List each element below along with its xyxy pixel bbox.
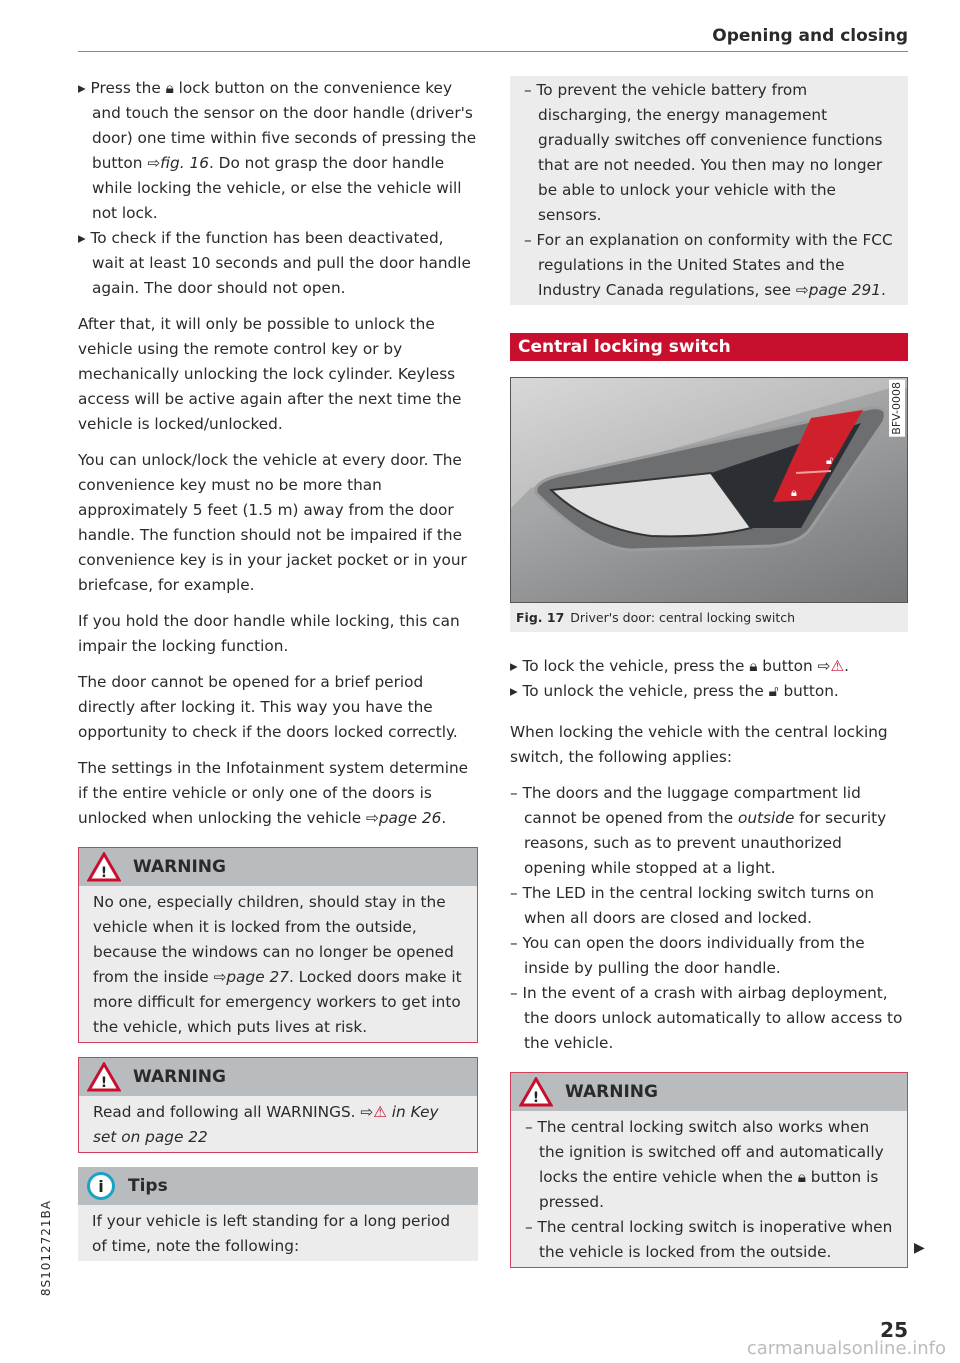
svg-text:!: !: [100, 865, 108, 881]
page-link[interactable]: in Key set on page 22: [93, 1103, 439, 1146]
list-item: – The doors and the luggage compartment lid cannot be opened from the outside for security reasons, such as to prevent unauthorized opening while stopped at a light.: [510, 784, 887, 877]
right-column: [510, 76, 908, 1282]
watermark: carmanualsonline.info: [746, 1338, 946, 1359]
text: button: [757, 657, 818, 675]
figure-id: BFV-0008: [890, 382, 903, 435]
warning-title: WARNING: [133, 856, 226, 877]
notes-box: [510, 76, 908, 305]
svg-text:!: !: [100, 1075, 108, 1091]
text: The doors and the luggage compartment lid cannot be opened from the: [522, 784, 861, 827]
page-link[interactable]: page 27: [226, 968, 289, 986]
paragraph: When locking the vehicle with the central locking switch, the following applies:: [510, 723, 888, 766]
text: The central locking switch also works when the ignition is switched off and automatically locks the entire vehicle when the: [537, 1118, 884, 1186]
section-heading: Central locking switch: [510, 333, 908, 361]
warning-box: ! WARNING Read and following all WARNINGS. ⇨⚠︎ in Key set on page 22: [78, 1057, 478, 1153]
warning-icon: [519, 1077, 553, 1107]
text: Read and following all WARNINGS.: [93, 1103, 361, 1121]
left-column: [78, 76, 478, 1275]
text: . Do not grasp the door handle while locking the vehicle, or else the vehicle will not lock.: [92, 154, 462, 222]
paragraph: The settings in the Infotainment system determine if the entire vehicle or only one of the doors is unlocked when unlocking the vehicle ⇨page 26.: [78, 759, 469, 827]
list-item: – In the event of a crash with airbag deployment, the doors unlock automatically to allow access to the vehicle.: [510, 984, 903, 1052]
warning-small-icon: ⚠︎: [830, 657, 845, 675]
page-number: 25: [880, 1318, 908, 1342]
text: For an explanation on conformity with the FCC regulations in the United States and the Industry Canada regulations, see: [536, 231, 893, 299]
text: Press the: [90, 79, 166, 97]
unlock-icon: 🔓︎: [768, 682, 779, 700]
list-item: – You can open the doors individually from the inside by pulling the door handle.: [510, 934, 865, 977]
text: The LED in the central locking switch turns on when all doors are closed and locked.: [522, 884, 875, 927]
emphasis: outside: [737, 809, 795, 827]
paragraph: After that, it will only be possible to unlock the vehicle using the remote control key or by mechanically unlocking the lock cylinder. Keyless access will be active again after the next time the vehicle is locked/unlocked.: [78, 315, 462, 433]
warning-title: WARNING: [133, 1066, 226, 1087]
figure-door-handle: [510, 377, 908, 603]
bullet-item: ▸ Press the 🔒︎ lock button on the convenience key and touch the sensor on the door handle (driver's door) one time within five seconds of pressing the button ⇨fig. 16. Do not grasp the door handle while locking the vehicle, or else the vehicle will not lock.: [78, 79, 477, 222]
text: To lock the vehicle, press the: [522, 657, 750, 675]
tips-box: [78, 1167, 478, 1261]
page-link[interactable]: page 291: [808, 281, 881, 299]
text: lock button on the convenience key and touch the sensor on the door handle (driver's door) one time within five seconds of pressing the button: [92, 79, 477, 172]
lock-icon: 🔒︎: [797, 1168, 806, 1186]
page-header: [78, 24, 908, 52]
text: The settings in the Infotainment system determine if the entire vehicle or only one of the doors is unlocked when unlocking the vehicle: [78, 759, 469, 827]
note-item: – To prevent the vehicle battery from discharging, the energy management gradually switches off convenience functions that are not needed. You then may no longer be able to unlock your vehicle with the sensors.: [524, 81, 883, 224]
text: To check if the function has been deactivated, wait at least 10 seconds and pull the door handle again. The door should not open.: [90, 229, 471, 297]
warning-item: – The central locking switch also works when the ignition is switched off and automatically locks the entire vehicle when the 🔒︎ button is pressed.: [525, 1118, 884, 1211]
lock-icon: 🔒︎: [165, 79, 174, 97]
tips-text: If your vehicle is left standing for a long period of time, note the following:: [92, 1212, 451, 1255]
warning-icon: [87, 852, 121, 882]
bullet-item: ▸ To lock the vehicle, press the 🔒︎ button ⇨⚠︎.: [510, 657, 850, 675]
text: To unlock the vehicle, press the: [522, 682, 769, 700]
door-handle-illustration: [511, 378, 908, 603]
text: for security reasons, such as to prevent unauthorized opening while stopped at a light.: [524, 809, 887, 877]
paragraph: You can unlock/lock the vehicle at every door. The convenience key must no be more than approximately 5 feet (1.5 m) away from the door handle. The function should not be impaired if the convenience key is in your jacket pocket or in your briefcase, for example.: [78, 451, 467, 594]
text: You can open the doors individually from the inside by pulling the door handle.: [522, 934, 865, 977]
figure-caption: [510, 603, 908, 632]
unlock-icon: 🔓︎: [826, 454, 834, 467]
text: .: [441, 809, 447, 827]
warning-icon: [87, 1062, 121, 1092]
text: In the event of a crash with airbag deployment, the doors unlock automatically to allow access to the vehicle.: [522, 984, 903, 1052]
tips-title: Tips: [128, 1175, 168, 1196]
paragraph: The door cannot be opened for a brief period directly after locking it. This way you have the opportunity to check if the doors locked correctly.: [78, 673, 458, 741]
text: No one, especially children, should stay in the vehicle when it is locked from the outside, because the windows can no longer be opened from the inside: [93, 893, 454, 986]
continue-arrow-icon: ▶: [914, 1240, 925, 1256]
svg-text:i: i: [98, 1177, 104, 1196]
warning-box: ! WARNING No one, especially children, should stay in the vehicle when it is locked from the outside, because the windows can no longer be opened from the inside ⇨page 27. Locked doors make it more difficult for emergency workers to get into the vehicle, which puts lives at risk.: [78, 847, 478, 1043]
lock-icon: 🔒︎: [749, 657, 758, 675]
caption-text: Driver's door: central locking switch: [570, 610, 796, 625]
warning-item: – The central locking switch is inoperative when the vehicle is locked from the outside.: [525, 1218, 893, 1261]
bullet-item: ▸ To unlock the vehicle, press the 🔓︎ button.: [510, 682, 839, 700]
bullet-item: ▸ To check if the function has been deactivated, wait at least 10 seconds and pull the door handle again. The door should not open.: [78, 229, 471, 297]
info-icon: [86, 1171, 116, 1201]
svg-text:!: !: [532, 1090, 540, 1106]
paragraph: If you hold the door handle while locking, this can impair the locking function.: [78, 612, 460, 655]
text: . Locked doors make it more difficult for emergency workers to get into the vehicle, which puts lives at risk.: [93, 968, 462, 1036]
note-item: – For an explanation on conformity with the FCC regulations in the United States and the Industry Canada regulations, see ⇨page 291.: [524, 231, 893, 299]
page-link[interactable]: page 26: [378, 809, 442, 827]
text: button is pressed.: [539, 1168, 879, 1211]
text: .: [881, 281, 886, 299]
warning-small-icon: ⚠︎: [373, 1103, 387, 1121]
text: To prevent the vehicle battery from discharging, the energy management gradually switches off convenience functions that are not needed. You then may no longer be able to unlock your vehicle with the sensors.: [536, 81, 883, 224]
fig-link[interactable]: fig. 16: [160, 154, 209, 172]
text: .: [844, 657, 850, 675]
text: button.: [778, 682, 839, 700]
text: The central locking switch is inoperative when the vehicle is locked from the outside.: [537, 1218, 893, 1261]
lock-icon: 🔒︎: [791, 486, 797, 499]
figure-label: Fig. 17: [516, 610, 565, 625]
warning-box: [510, 1072, 908, 1268]
document-code: 8S1012721BA: [39, 1200, 53, 1297]
warning-title: WARNING: [565, 1081, 658, 1102]
list-item: – The LED in the central locking switch turns on when all doors are closed and locked.: [510, 884, 875, 927]
header-title: Opening and closing: [712, 26, 908, 46]
